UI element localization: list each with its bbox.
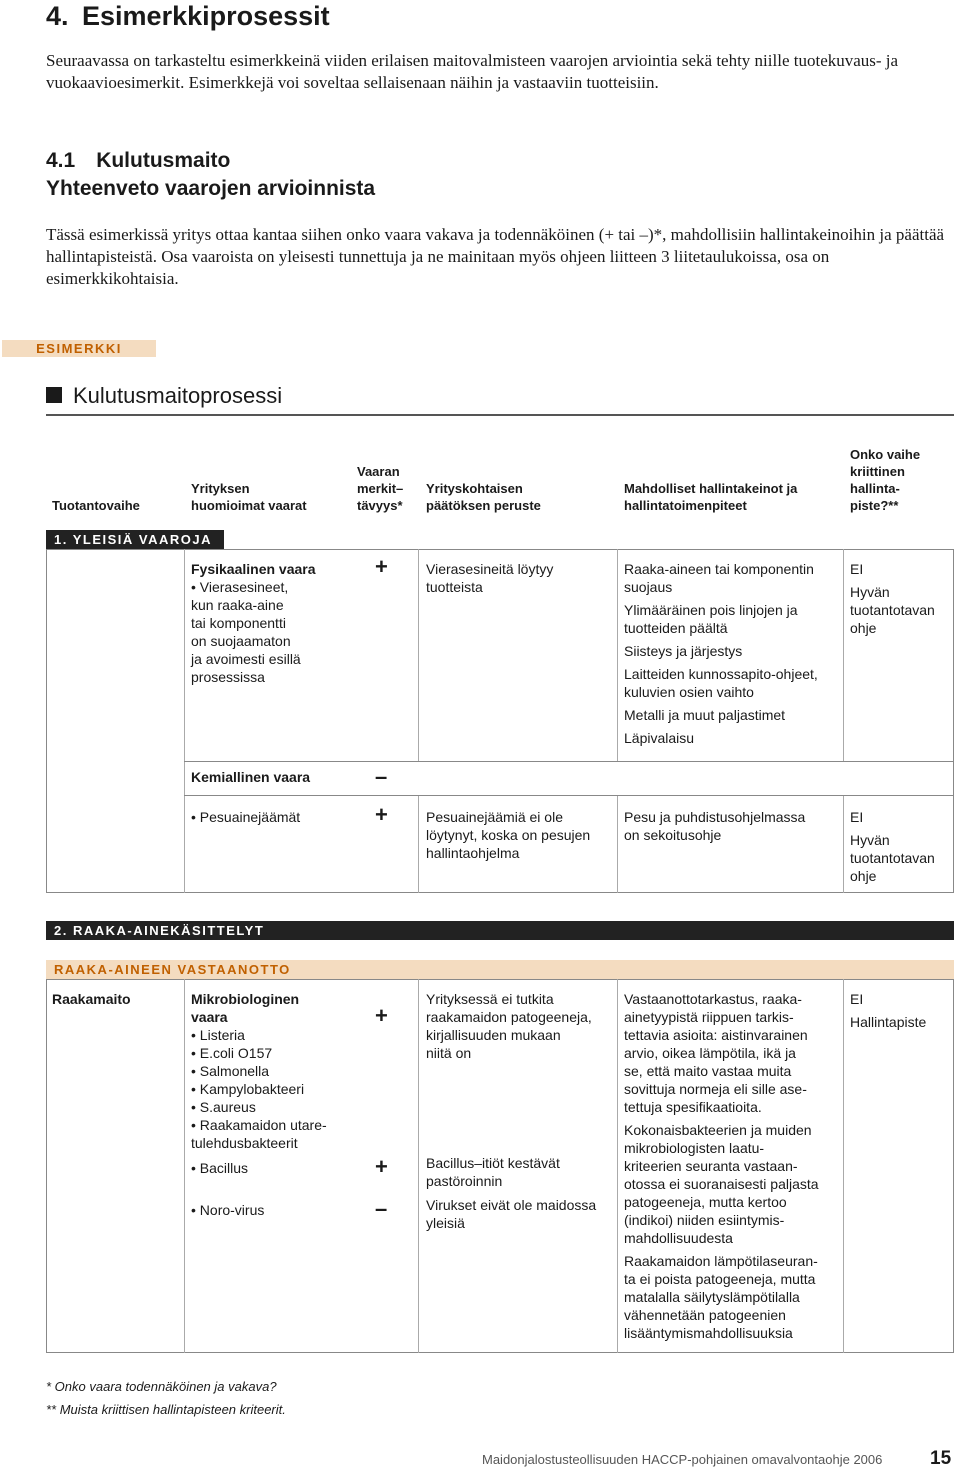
controls-line: matalalla säilytyslämpötilalla bbox=[624, 1289, 800, 1305]
controls-line: mahdollisuudesta bbox=[624, 1230, 733, 1246]
micro-hazard-item: • Kampylobakteeri bbox=[191, 1081, 305, 1097]
controls-line: ta ei poista patogeeneja, mutta bbox=[624, 1271, 816, 1287]
detergent-controls-cell bbox=[624, 808, 836, 844]
physical-hazard-title: Fysikaalinen vaara bbox=[191, 561, 316, 577]
detergent-significance: + bbox=[375, 802, 388, 827]
section1-col-divider-4a bbox=[843, 549, 844, 761]
micro-hazard-item: tulehdusbakteerit bbox=[191, 1135, 298, 1151]
physical-significance: + bbox=[375, 554, 388, 579]
controls-line: otossa ei suoranaisesti paljasta bbox=[624, 1176, 819, 1192]
raw-milk-controls-paragraph-2 bbox=[624, 1121, 838, 1247]
controls-line: vähennetään patogeenien bbox=[624, 1307, 786, 1323]
section1-row-divider-2 bbox=[184, 795, 954, 796]
controls-line: Raakamaidon lämpötilaseuran- bbox=[624, 1253, 818, 1269]
controls-line: mikrobiologisten laatu- bbox=[624, 1140, 765, 1156]
physical-control-item: Ylimääräinen pois linjojen ja tuotteiden päältä bbox=[624, 602, 798, 636]
section1-row-divider-1 bbox=[184, 761, 954, 762]
physical-hazard-line-5: ja avoimesti esillä bbox=[191, 651, 301, 667]
physical-hazard-line-6: prosessissa bbox=[191, 669, 265, 685]
raw-milk-ccp-value: EI bbox=[850, 991, 864, 1007]
physical-controls-cell bbox=[624, 560, 836, 747]
header-basis-l1: Yrityskohtaisen bbox=[426, 481, 523, 496]
controls-line: kriteerien seuranta vastaan- bbox=[624, 1158, 798, 1174]
header-ccp-l4: piste?** bbox=[850, 498, 899, 513]
micro-hazard-item: • E.coli O157 bbox=[191, 1045, 273, 1061]
detergent-basis-line-2: löytynyt, koska on pesujen bbox=[426, 827, 591, 843]
detergent-ccp-cell bbox=[850, 808, 954, 885]
example-tag: ESIMERKKI bbox=[2, 340, 156, 357]
header-ccp-l1: Onko vaihe bbox=[850, 447, 921, 462]
detergent-ccp-note-2: tuotantotavan bbox=[850, 850, 935, 866]
controls-line: lisääntymismahdollisuuksia bbox=[624, 1325, 793, 1341]
detergent-basis-line-1: Pesuainejäämiä ei ole bbox=[426, 809, 563, 825]
controls-line: (indikoi) niiden esiintymis- bbox=[624, 1212, 785, 1228]
bacillus-hazard: • Bacillus bbox=[191, 1160, 249, 1176]
detergent-basis-cell bbox=[426, 808, 612, 862]
controls-line: Vastaanottotarkastus, raaka- bbox=[624, 991, 802, 1007]
physical-control-item: Läpivalaisu bbox=[624, 730, 695, 746]
header-ccp-l2: kriittinen bbox=[850, 464, 905, 479]
detergent-ccp-note-1: Hyvän bbox=[850, 832, 890, 848]
micro-basis-cell bbox=[426, 990, 612, 1062]
section1-col-divider-3a bbox=[617, 549, 618, 761]
micro-hazard-item: • Salmonella bbox=[191, 1063, 270, 1079]
section-intro: Seuraavassa on tarkasteltu esimerkkeinä viiden erilaisen maitovalmisteen vaarojen arviointia sekä tehty niille tuotekuvaus- ja vuokaavioesimerkit. Esimerkkejä voi soveltaa sellaisenaan näihin ja vastaaviin tuotteisiin. bbox=[46, 51, 899, 92]
footnote-2: ** Muista kriittisen hallintapisteen kriteerit. bbox=[46, 1402, 286, 1417]
physical-basis-line-2: tuotteista bbox=[426, 579, 483, 595]
header-hazards-l2: huomioimat vaarat bbox=[191, 498, 307, 513]
section2-subbar: RAAKA-AINEEN VASTAANOTTO bbox=[46, 960, 954, 979]
bacillus-basis-cell bbox=[426, 1154, 612, 1190]
micro-hazard-cell bbox=[191, 990, 351, 1152]
physical-ccp-note-3: ohje bbox=[850, 620, 877, 636]
micro-basis-line: niitä on bbox=[426, 1045, 472, 1061]
detergent-ccp-value: EI bbox=[850, 809, 864, 825]
physical-basis-cell bbox=[426, 560, 612, 596]
noro-basis-cell bbox=[426, 1196, 616, 1232]
physical-ccp-cell bbox=[850, 560, 954, 637]
physical-control-item: Laitteiden kunnossapito-ohjeet, kuluvien osien vaihto bbox=[624, 666, 818, 700]
controls-line: arvio, oikea lämpötila, ikä ja bbox=[624, 1045, 796, 1061]
physical-hazard-bullet: • Vierasesineet, bbox=[191, 579, 289, 595]
header-significance-l2: merkit– bbox=[357, 481, 404, 496]
header-controls-l1: Mahdolliset hallintakeinot ja bbox=[624, 481, 798, 496]
micro-hazard-item: • Listeria bbox=[191, 1027, 245, 1043]
page-number: 15 bbox=[930, 1448, 952, 1469]
header-ccp-l3: hallinta- bbox=[850, 481, 900, 496]
noro-basis-line-2: yleisiä bbox=[426, 1215, 465, 1231]
noro-basis-line-1: Virukset eivät ole maidossa bbox=[426, 1197, 597, 1213]
physical-control-item: Raaka-aineen tai komponentin suojaus bbox=[624, 561, 814, 595]
controls-line: sovittuja normeja eli sille ase- bbox=[624, 1081, 807, 1097]
controls-line: ainetyypistä riippuen tarkis- bbox=[624, 1009, 794, 1025]
subsection-body: Tässä esimerkissä yritys ottaa kantaa siihen onko vaara vakava ja todennäköinen (+ tai –)*, mahdollisiin hallintakeinoihin ja päättää hallintapisteistä. Osa vaaroista on yleisesti tunnettuja ja ne mainitaan myös ohjeen liitteen 3 liitetaulukoissa, osa on esimerkkikohtaisia. bbox=[46, 225, 945, 288]
physical-hazard-cell bbox=[191, 560, 351, 686]
square-bullet-icon bbox=[46, 387, 62, 403]
bacillus-basis-line-1: Bacillus–itiöt kestävät bbox=[426, 1155, 560, 1171]
physical-hazard-line-2: kun raaka-aine bbox=[191, 597, 284, 613]
micro-hazard-title-2: vaara bbox=[191, 1009, 228, 1025]
header-significance-l1: Vaaran bbox=[357, 464, 400, 479]
physical-ccp-value: EI bbox=[850, 561, 864, 577]
noro-hazard: • Noro-virus bbox=[191, 1202, 265, 1218]
physical-hazard-line-4: on suojaamaton bbox=[191, 633, 291, 649]
physical-control-item: Siisteys ja järjestys bbox=[624, 643, 743, 659]
section1-bar: 1. YLEISIÄ VAAROJA bbox=[46, 530, 224, 549]
detergent-controls-line-2: on sekoitusohje bbox=[624, 827, 722, 843]
raw-milk-phase: Raakamaito bbox=[52, 991, 131, 1007]
section1-col-divider-2b bbox=[418, 795, 419, 893]
section1-col-divider-1 bbox=[184, 549, 185, 893]
controls-line: tettuja spesifikaatioita. bbox=[624, 1099, 762, 1115]
controls-line: se, että maito vastaa muita bbox=[624, 1063, 792, 1079]
header-basis-l2: päätöksen peruste bbox=[426, 498, 541, 513]
raw-milk-ccp-note: Hallintapiste bbox=[850, 1014, 927, 1030]
micro-hazard-item: • S.aureus bbox=[191, 1099, 256, 1115]
header-hazards-l1: Yrityksen bbox=[191, 481, 250, 496]
section2-bar: 2. RAAKA-AINEKÄSITTELYT bbox=[46, 921, 954, 940]
physical-ccp-note-1: Hyvän bbox=[850, 584, 890, 600]
section2-col-divider-1 bbox=[184, 979, 185, 1353]
subsection-subtitle: Yhteenveto vaarojen arvioinnista bbox=[46, 177, 376, 200]
section1-col-divider-3b bbox=[617, 795, 618, 893]
detergent-basis-line-3: hallintaohjelma bbox=[426, 845, 520, 861]
raw-milk-controls-cell bbox=[624, 990, 838, 1342]
chemical-hazard-title: Kemiallinen vaara bbox=[191, 769, 311, 785]
footer-text: Maidonjalostusteollisuuden HACCP-pohjainen omavalvontaohje 2006 bbox=[482, 1452, 883, 1467]
bacillus-significance: + bbox=[375, 1154, 388, 1179]
header-significance-l3: tävyys* bbox=[357, 498, 403, 513]
controls-line: patogeeneja, mutta kertoo bbox=[624, 1194, 787, 1210]
detergent-ccp-note-3: ohje bbox=[850, 868, 877, 884]
header-controls-l2: hallintatoimenpiteet bbox=[624, 498, 747, 513]
section1-col-divider-2a bbox=[418, 549, 419, 761]
micro-basis-line: kirjallisuuden mukaan bbox=[426, 1027, 561, 1043]
subsection-title: 4.1 Kulutusmaito bbox=[46, 149, 231, 172]
raw-milk-controls-paragraph-3 bbox=[624, 1252, 838, 1342]
controls-line: Kokonaisbakteerien ja muiden bbox=[624, 1122, 812, 1138]
chemical-significance: – bbox=[375, 764, 388, 789]
section2-col-divider-2 bbox=[418, 979, 419, 1353]
section2-col-divider-3 bbox=[617, 979, 618, 1353]
raw-milk-controls-paragraph-1 bbox=[624, 990, 838, 1116]
section2-col-divider-4 bbox=[843, 979, 844, 1353]
example-title: Kulutusmaitoprosessi bbox=[73, 383, 283, 408]
micro-significance: + bbox=[375, 1003, 388, 1028]
raw-milk-ccp-cell bbox=[850, 990, 954, 1031]
detergent-hazard: • Pesuainejäämät bbox=[191, 809, 301, 825]
micro-hazard-title-1: Mikrobiologinen bbox=[191, 991, 300, 1007]
micro-hazard-item: • Raakamaidon utare- bbox=[191, 1117, 327, 1133]
micro-basis-line: raakamaidon patogeeneja, bbox=[426, 1009, 592, 1025]
physical-hazard-line-3: tai komponentti bbox=[191, 615, 286, 631]
micro-basis-line: Yrityksessä ei tutkita bbox=[426, 991, 554, 1007]
example-title-rule bbox=[46, 414, 954, 416]
section1-col-divider-4b bbox=[843, 795, 844, 893]
physical-ccp-note-2: tuotantotavan bbox=[850, 602, 935, 618]
physical-control-item: Metalli ja muut paljastimet bbox=[624, 707, 786, 723]
section-title: 4. Esimerkkiprosessit bbox=[46, 1, 330, 31]
noro-significance: – bbox=[375, 1196, 388, 1221]
bacillus-basis-line-2: pastöroinnin bbox=[426, 1173, 503, 1189]
header-phase: Tuotantovaihe bbox=[52, 498, 140, 513]
controls-line: tettavia asioita: aistinvarainen bbox=[624, 1027, 808, 1043]
footnote-1: * Onko vaara todennäköinen ja vakava? bbox=[46, 1379, 277, 1394]
physical-basis-line-1: Vierasesineitä löytyy bbox=[426, 561, 554, 577]
detergent-controls-line-1: Pesu ja puhdistusohjelmassa bbox=[624, 809, 806, 825]
